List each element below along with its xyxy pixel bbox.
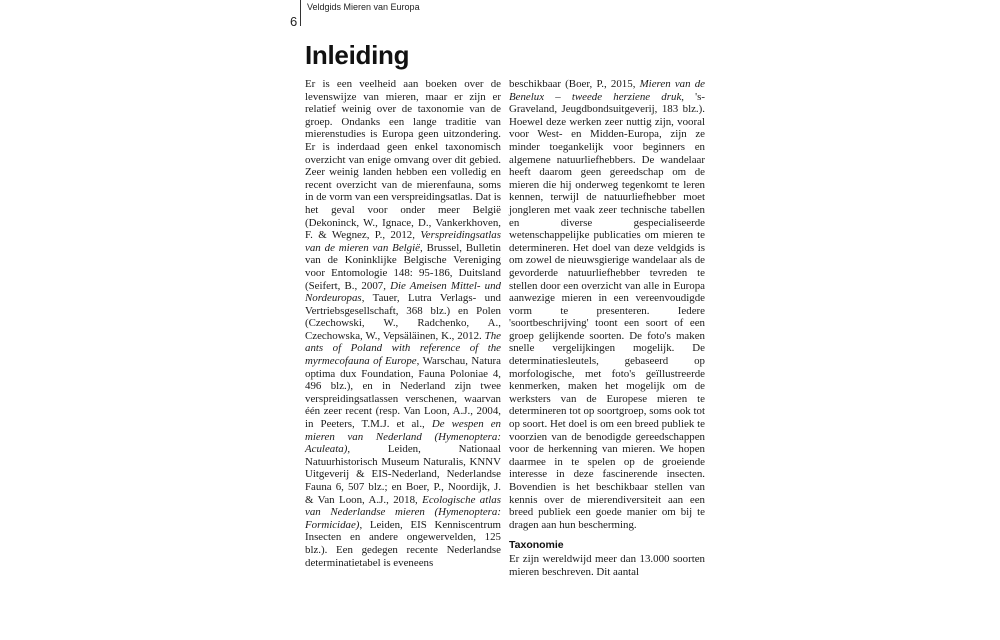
text-column-right	[509, 78, 705, 578]
paragraph-continued: beschikbaar (Boer, P., 2015, Mieren van de Benelux – tweede herziene druk, 's-Graveland, Jeugdbondsuitgeverij, 183 blz.). Hoewel deze werken zeer nuttig zijn, vooral voor West- en Midden-Europa, zijn ze minder toegankelijk voor beginners en algemene natuurliefhebbers. De wandelaar heeft daarom geen gereedschap om de mieren die hij onderweg tegenkomt te leren kennen, terwijl de natuurliefhebber moet jongleren met vaak zeer technische tabellen en diverse gespecialiseerde wetenschappelijke publicaties om mieren te determineren. Het doel van deze veldgids is om zowel de nieuwsgierige wandelaar als de gevorderde natuurliefhebber tevreden te stellen door een overzicht van alle in Europa aanwezige mieren in een vereenvoudigde vorm te presenteren. Iedere 'soortbeschrijving' toont een soort of een groep gelijkende soorten. De foto's maken snelle vergelijkingen mogelijk. De determinatiesleutels, gebaseerd op morfologische, met foto's geïllustreerde kenmerken, maken het mogelijk om de werksters van de Europese mieren te determineren tot op soortgroep, soms ook tot op soort. Het doel is om een breed publiek te voorzien van de benodigde gereedschappen voor de herkenning van mieren. We hopen daarmee in te spelen op de groeiende interesse in deze fascinerende insecten. Bovendien is het beschikbaar stellen van kennis over de mierendiversiteit aan een breed publiek een goede manier om bij te dragen aan hun bescherming.	[509, 78, 705, 531]
text-column-left	[305, 78, 501, 569]
paragraph-intro: Er is een veelheid aan boeken over de levenswijze van mieren, maar er zijn er relatief weinig over de taxonomie van de groep. Ondanks een lange traditie van mierenstudies is Europa geen uitzondering. Er is inderdaad geen enkel taxonomisch overzicht van enige omvang over dit gebied. Zeer weinig landen hebben een volledig en recent overzicht van de mierenfauna, soms in de vorm van een verspreidingsatlas. Dat is het geval voor onder meer België (Dekoninck, W., Ignace, D., Vankerkhoven, F. & Wegnez, P., 2012, Verspreidingsatlas van de mieren van België, Brussel, Bulletin van de Koninklijke Belgische Vereniging voor Entomologie 148: 95-186, Duitsland (Seifert, B., 2007, Die Ameisen Mittel- und Nordeuropas, Tauer, Lutra Verlags- und Vertriebsgesellschaft, 368 blz.) en Polen (Czechowski, W., Radchenko, A., Czechowska, W., Vepsäläinen, K., 2012. The ants of Poland with reference of the myrmecofauna of Europe, Warschau, Natura optima dux Foundation, Fauna Poloniae 4, 496 blz.), en in Nederland zijn twee verspreidingsatlassen verschenen, waarvan één zeer recent (resp. Van Loon, A.J., 2004, in Peeters, T.M.J. et al., De wespen en mieren van Nederland (Hymenoptera: Aculeata), Leiden, Nationaal Natuurhistorisch Museum Naturalis, KNNV Uitgeverij & EIS-Nederland, Nederlandse Fauna 6, 507 blz.; en Boer, P., Noordijk, J. & Van Loon, A.J., 2018, Ecologische atlas van Nederlandse mieren (Hymenoptera: Formicidae), Leiden, EIS Kenniscentrum Insecten en andere ongewervelden, 125 blz.). Een gedegen recente Nederlandse determinatietabel is eveneens	[305, 78, 502, 569]
page-number: 6	[290, 14, 298, 29]
chapter-title: Inleiding	[305, 40, 410, 70]
paragraph-taxonomie: Er zijn wereldwijd meer dan 13.000 soorten mieren beschreven. Dit aantal	[509, 552, 705, 578]
section-heading-taxonomie: Taxonomie	[509, 539, 564, 552]
header-divider	[300, 0, 301, 26]
running-title: Veldgids Mieren van Europa	[307, 2, 420, 12]
